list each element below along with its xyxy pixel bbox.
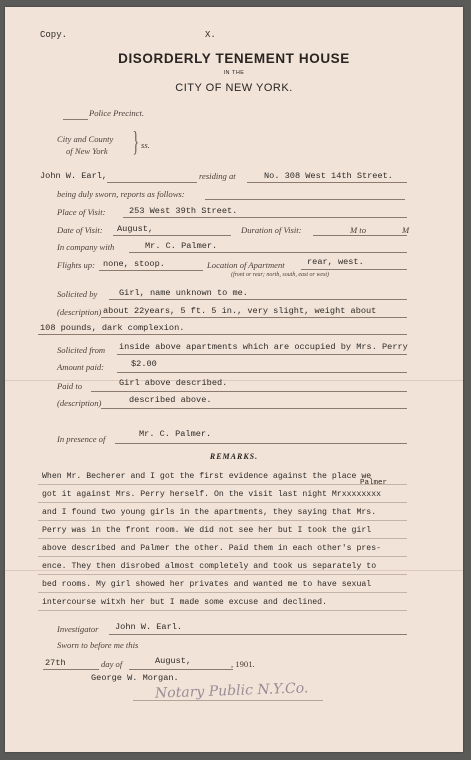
brace-icon: } (132, 127, 140, 158)
description-2-value: described above. (129, 395, 212, 405)
remarks-rule (38, 520, 407, 521)
remarks-heading: REMARKS. (209, 452, 259, 461)
presence-label: In presence of (57, 434, 106, 444)
date-value: August, (117, 224, 154, 234)
document-page (5, 7, 463, 752)
city-title: CITY OF NEW YORK. (175, 82, 293, 94)
date-label: Date of Visit: (57, 225, 103, 235)
investigator-value: John W. Earl. (115, 622, 183, 632)
company-value: Mr. C. Palmer. (145, 241, 218, 251)
flights-label: Flights up: (57, 260, 95, 270)
remarks-rule (38, 610, 407, 611)
remarks-line: and I found two young girls in the apartments, they saying that Mrs. (42, 508, 377, 517)
location-hint: (front or rear; north, south, east or west) (231, 272, 330, 278)
amount-label: Amount paid: (57, 362, 105, 372)
investigator-label: Investigator (57, 624, 99, 634)
deponent-name: John W. Earl, (40, 171, 108, 181)
remarks-line: above described and Palmer the other. Paid them in each other's pres- (42, 544, 382, 553)
description-value-2: 108 pounds, dark complexion. (40, 323, 185, 333)
remarks-line: Perry was in the front room. We did not see her but I took the girl (42, 526, 372, 535)
remarks-line: ence. They then disrobed almost completely and took us separately to (42, 562, 377, 571)
day-of-label: day of (101, 659, 123, 669)
flights-value: none, stoop. (103, 259, 165, 269)
remarks-rule (38, 484, 407, 485)
description-2-label: (description) (57, 398, 102, 408)
remarks-line: When Mr. Becherer and I got the first evidence against the place we (42, 472, 372, 481)
venue-line-1: City and County (57, 134, 114, 144)
in-the-label: IN THE (223, 70, 245, 76)
precinct-label: Police Precinct. (89, 108, 145, 118)
sworn-day: 27th (45, 658, 66, 668)
place-value: 253 West 39th Street. (129, 206, 238, 216)
notary-signature: Notary Public N.Y.Co. (154, 680, 309, 702)
solicited-value: Girl, name unknown to me. (119, 288, 248, 298)
duration-to: M (402, 225, 410, 235)
location-value: rear, west. (307, 257, 364, 267)
remarks-insert: Palmer (360, 479, 388, 487)
remarks-line: got it against Mrs. Perry herself. On the visit last night Mrxxxxxxxx (42, 490, 382, 499)
ss-label: ss. (141, 140, 150, 150)
deponent-address: No. 308 West 14th Street. (264, 171, 393, 181)
sworn-month: August, (155, 656, 192, 666)
amount-value: $2.00 (131, 359, 157, 369)
description-value-1: about 22years, 5 ft. 5 in., very slight, weight about (103, 306, 377, 316)
solicited-from-value: inside above apartments which are occupied by Mrs. Perry (119, 342, 408, 352)
remarks-rule (38, 538, 407, 539)
solicited-from-label: Solicited from (57, 345, 106, 355)
duration-label: Duration of Visit: (241, 225, 302, 235)
sworn-statement: being duly sworn, reports as follows: (57, 189, 185, 199)
remarks-rule (38, 592, 407, 593)
mark-label: X. (205, 30, 216, 40)
document-title: DISORDERLY TENEMENT HOUSE (118, 51, 350, 66)
company-label: In company with (57, 242, 115, 252)
paid-label: Paid to (57, 381, 83, 391)
paid-value: Girl above described. (119, 378, 228, 388)
remarks-line: intercourse witxh her but I made some excuse and declined. (42, 598, 327, 607)
remarks-line: bed rooms. My girl showed her privates and wanted me to have sexual (42, 580, 372, 589)
copy-label: Copy. (40, 30, 68, 40)
location-label: Location of Apartment (207, 260, 285, 270)
residing-label: residing at (199, 171, 236, 181)
solicited-label: Solicited by (57, 289, 98, 299)
notary-name: George W. Morgan. (91, 673, 179, 683)
remarks-rule (38, 502, 407, 503)
sworn-year: , 1901. (231, 659, 255, 669)
venue-line-2: of New York (66, 146, 108, 156)
sworn-label: Sworn to before me this (57, 640, 139, 650)
place-label: Place of Visit: (57, 207, 106, 217)
presence-value: Mr. C. Palmer. (139, 429, 212, 439)
remarks-rule (38, 556, 407, 557)
description-label: (description) (57, 307, 102, 317)
duration-from: M to (350, 225, 366, 235)
remarks-rule (38, 574, 407, 575)
